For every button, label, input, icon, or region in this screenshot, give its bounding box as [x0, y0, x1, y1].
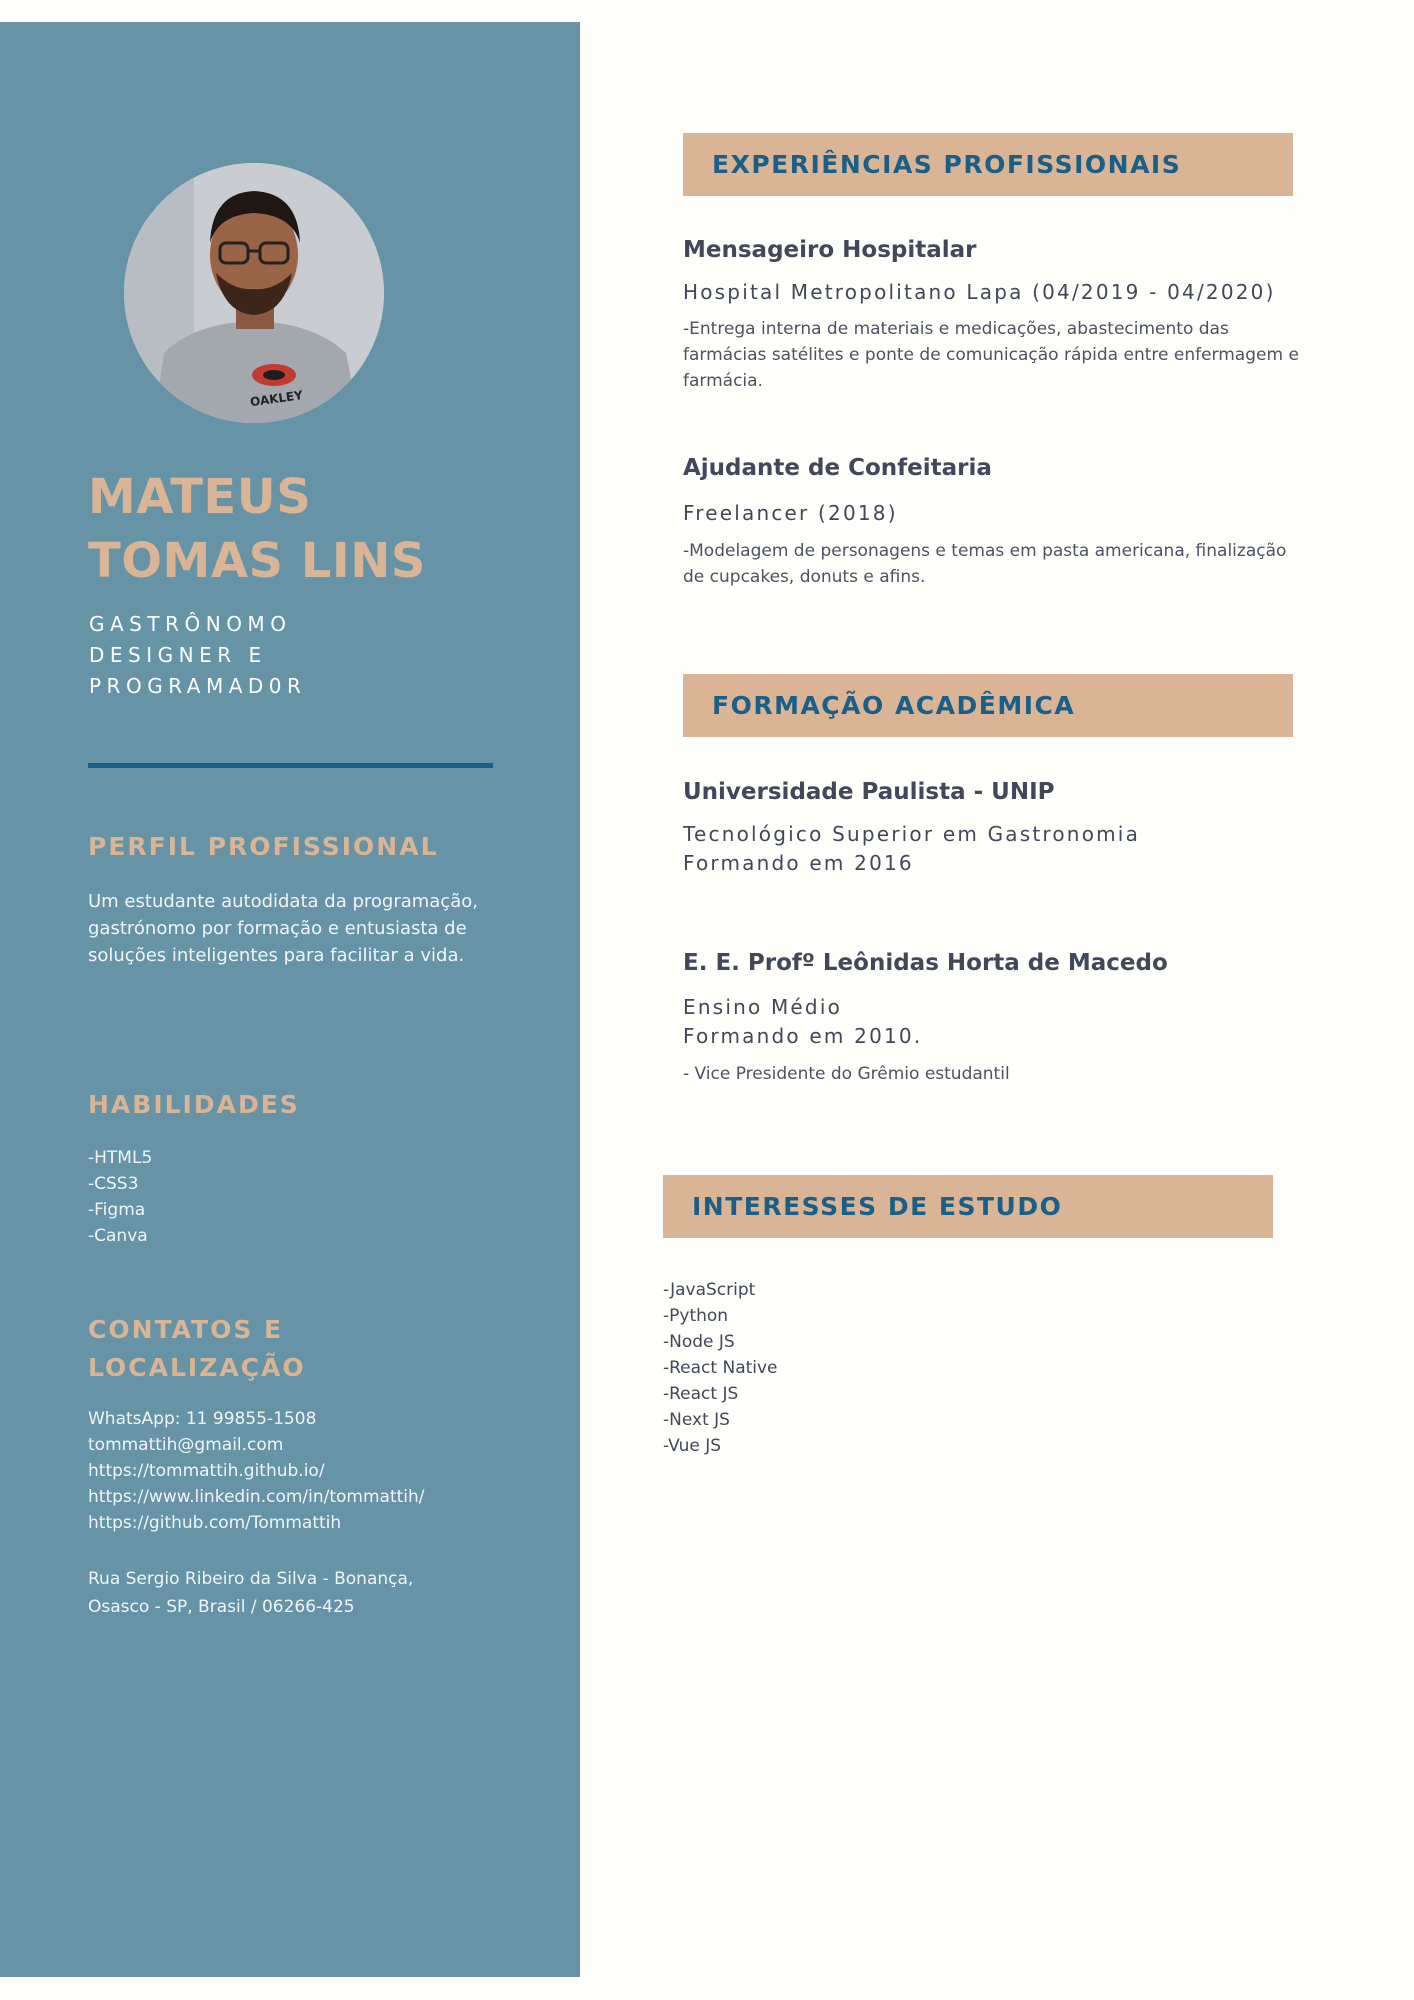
- list-item: -JavaScript: [663, 1280, 756, 1300]
- contact-linkedin[interactable]: https://www.linkedin.com/in/tommattih/: [88, 1487, 425, 1507]
- profile-photo: [124, 163, 384, 423]
- job-description: -Modelagem de personagens e temas em pasta americana, finalização de cupcakes, donuts e afins.: [683, 541, 1287, 587]
- contatos-heading: [88, 1311, 548, 1387]
- experiencias-band: [683, 133, 1293, 196]
- interesses-heading: INTERESSES DE ESTUDO: [692, 1192, 1063, 1221]
- education-course: Tecnológico Superior em Gastronomia: [683, 822, 1141, 846]
- address-line-2: Osasco - SP, Brasil / 06266-425: [88, 1597, 355, 1617]
- sidebar-divider: [88, 763, 493, 768]
- contatos-heading-line-1: CONTATOS E: [88, 1315, 284, 1344]
- list-item: -Next JS: [663, 1410, 730, 1430]
- list-item: -Figma: [88, 1200, 146, 1220]
- interesses-list: [663, 1277, 963, 1459]
- education-year: Formando em 2016: [683, 851, 914, 875]
- list-item: -Node JS: [663, 1332, 735, 1352]
- habilidades-list: [88, 1145, 528, 1249]
- perfil-text: Um estudante autodidata da programação, gastrónomo por formação e entusiasta de soluções inteligentes para facilitar a vida.: [88, 891, 478, 966]
- contact-github[interactable]: https://github.com/Tommattih: [88, 1513, 342, 1533]
- job-title: Ajudante de Confeitaria: [683, 455, 992, 481]
- list-item: -Canva: [88, 1226, 148, 1246]
- contact-email[interactable]: tommattih@gmail.com: [88, 1435, 284, 1455]
- job-description: -Entrega interna de materiais e medicações, abastecimento das farmácias satélites e ponte de comunicação rápida entre enfermagem e farmácia.: [683, 319, 1299, 391]
- name-line-2: TOMAS LINS: [88, 533, 426, 589]
- address: [88, 1565, 558, 1621]
- education-year: Formando em 2010.: [683, 1024, 923, 1048]
- job-subtitle: Hospital Metropolitano Lapa (04/2019 - 04/2020): [683, 280, 1276, 304]
- education-title: Universidade Paulista - UNIP: [683, 779, 1055, 805]
- address-line-1: Rua Sergio Ribeiro da Silva - Bonança,: [88, 1569, 414, 1589]
- list-item: -Python: [663, 1306, 729, 1326]
- contatos-heading-line-2: LOCALIZAÇÃO: [88, 1353, 306, 1382]
- perfil-heading: PERFIL PROFISSIONAL: [88, 832, 439, 861]
- experiencias-heading: EXPERIÊNCIAS PROFISSIONAIS: [712, 150, 1182, 179]
- habilidades-heading: HABILIDADES: [88, 1090, 300, 1119]
- name-line-1: MATEUS: [88, 469, 312, 525]
- job-title: Mensageiro Hospitalar: [683, 237, 977, 263]
- list-item: -React JS: [663, 1384, 739, 1404]
- interesses-band: [663, 1175, 1273, 1238]
- education-course: Ensino Médio: [683, 995, 843, 1019]
- role-line: DESIGNER E: [89, 643, 267, 667]
- formacao-heading: FORMAÇÃO ACADÊMICA: [712, 691, 1076, 720]
- list-item: -CSS3: [88, 1174, 139, 1194]
- list-item: -HTML5: [88, 1148, 153, 1168]
- list-item: -Vue JS: [663, 1436, 722, 1456]
- formacao-band: [683, 674, 1293, 737]
- list-item: -React Native: [663, 1358, 778, 1378]
- profile-photo-illustration: [124, 163, 384, 423]
- education-note: - Vice Presidente do Grêmio estudantil: [683, 1064, 1010, 1084]
- shirt-logo-text: OAKLEY: [249, 388, 304, 410]
- role-line: PROGRAMAD0R: [89, 674, 307, 698]
- contact-website[interactable]: https://tommattih.github.io/: [88, 1461, 325, 1481]
- job-subtitle: Freelancer (2018): [683, 501, 898, 525]
- education-title: E. E. Profº Leônidas Horta de Macedo: [683, 950, 1168, 976]
- contact-list: [88, 1406, 558, 1536]
- contact-whatsapp: WhatsApp: 11 99855-1508: [88, 1409, 317, 1429]
- role-title: [89, 609, 529, 702]
- full-name: [88, 465, 538, 593]
- role-line: GASTRÔNOMO: [89, 612, 292, 636]
